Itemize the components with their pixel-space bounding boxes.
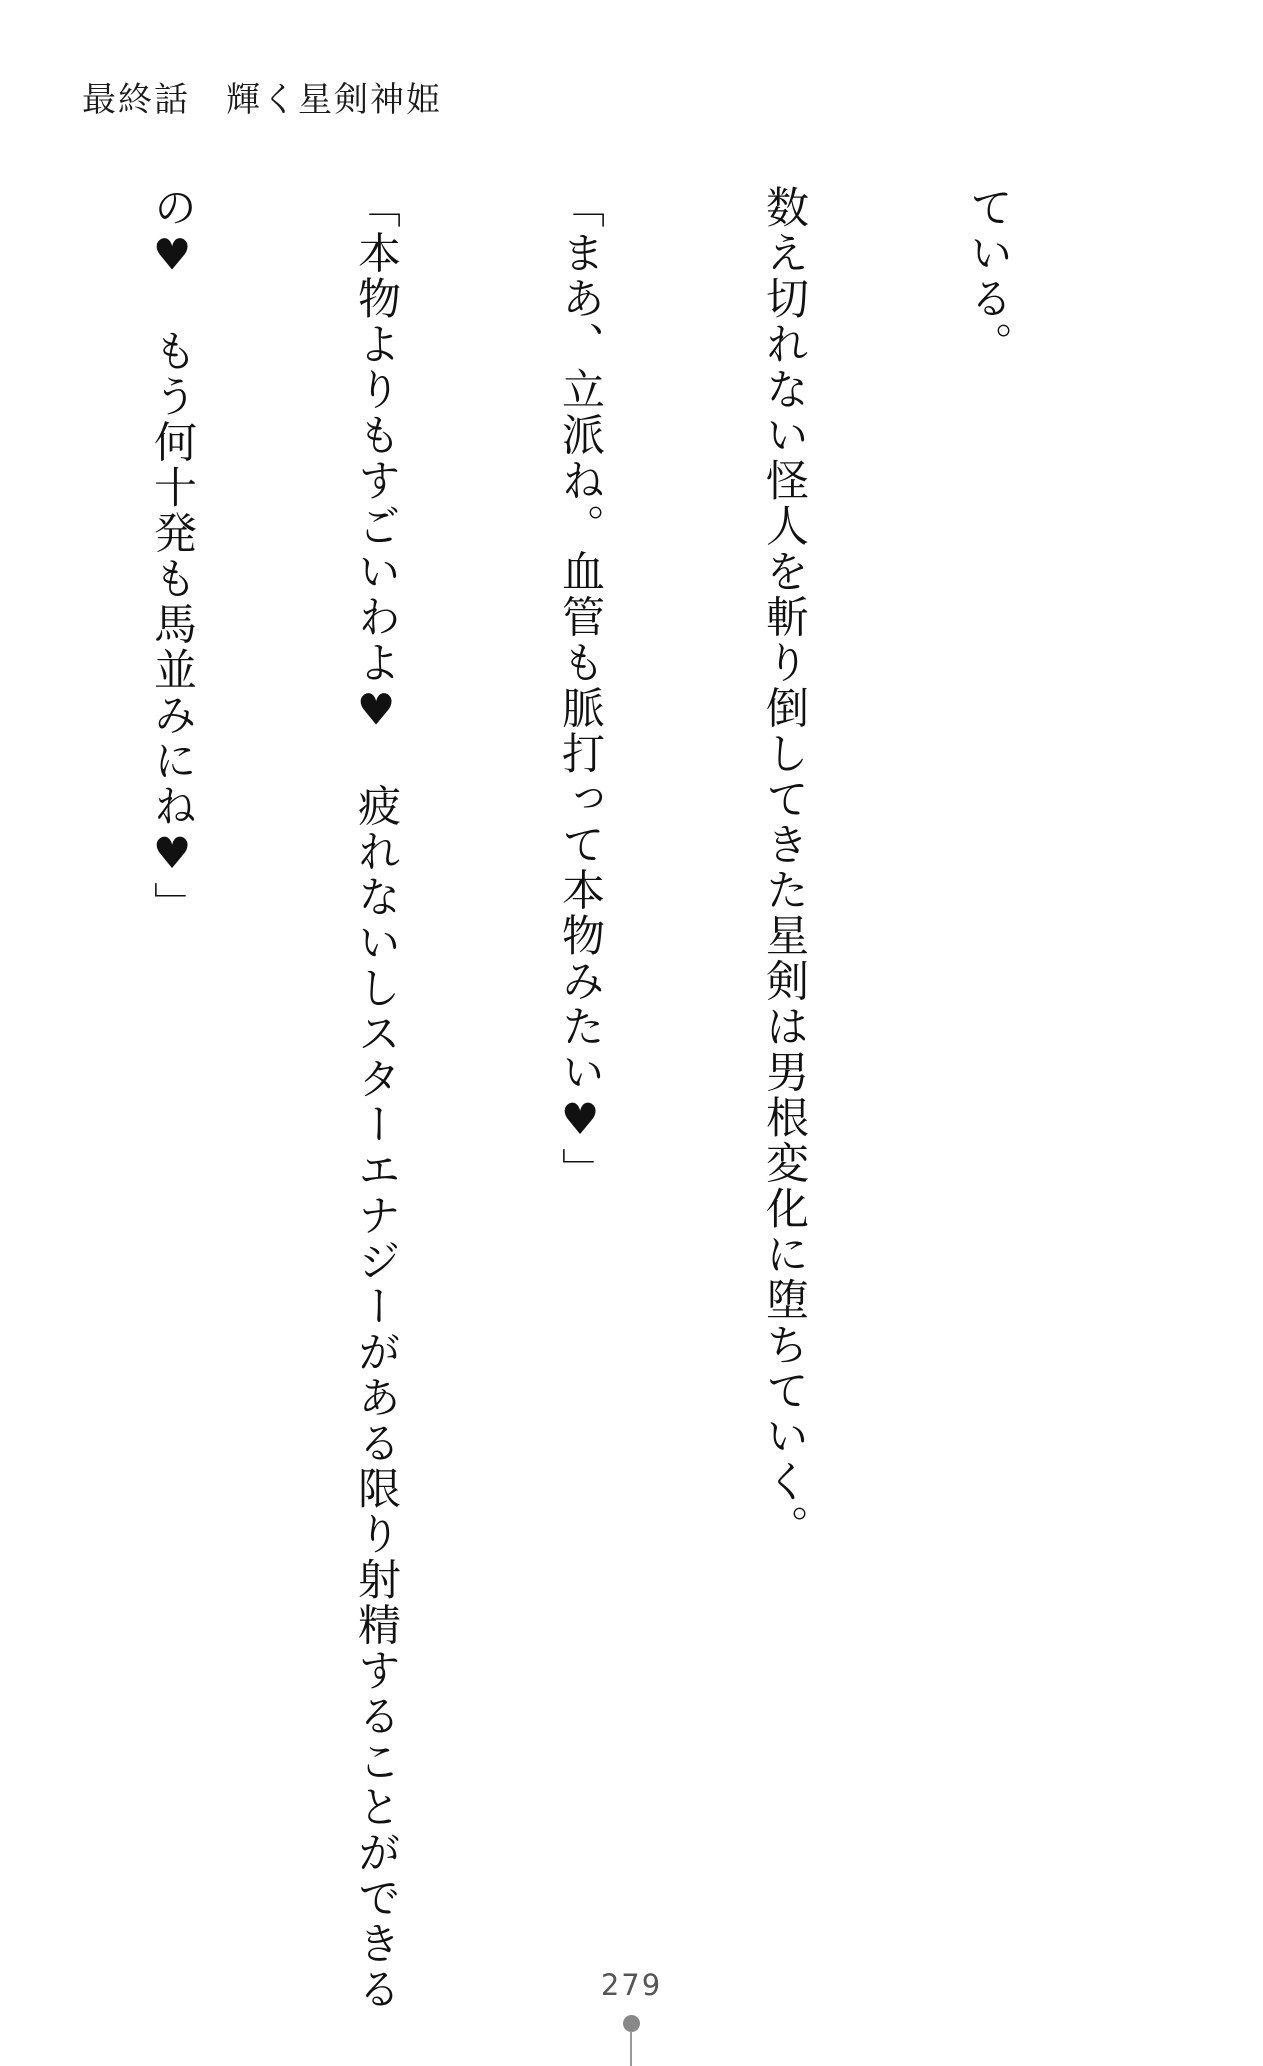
text-line: 数え切れない怪人を斬り倒してきた星剣は男根変化に堕ちていく。 bbox=[759, 185, 809, 1550]
text-line bbox=[0, 185, 2, 1865]
text-line: の♥ もう何十発も馬並みにね♥」 bbox=[147, 185, 197, 927]
text-line: ている。 bbox=[963, 185, 1013, 367]
page-number: 279 bbox=[600, 1968, 663, 2002]
text-line: 「まあ、立派ね。血管も脈打って本物みたい♥」 bbox=[555, 185, 605, 1193]
page-marker-line bbox=[630, 2031, 632, 2066]
running-head: 最終話 輝く星剣神姫 bbox=[82, 80, 442, 120]
page-marker-dot-icon bbox=[623, 2015, 640, 2032]
page-footer bbox=[0, 1968, 1263, 2066]
text-line: 「本物よりもすごいわよ♥ 疲れないしスターエナジーがある限り射精することができる bbox=[351, 185, 401, 2012]
